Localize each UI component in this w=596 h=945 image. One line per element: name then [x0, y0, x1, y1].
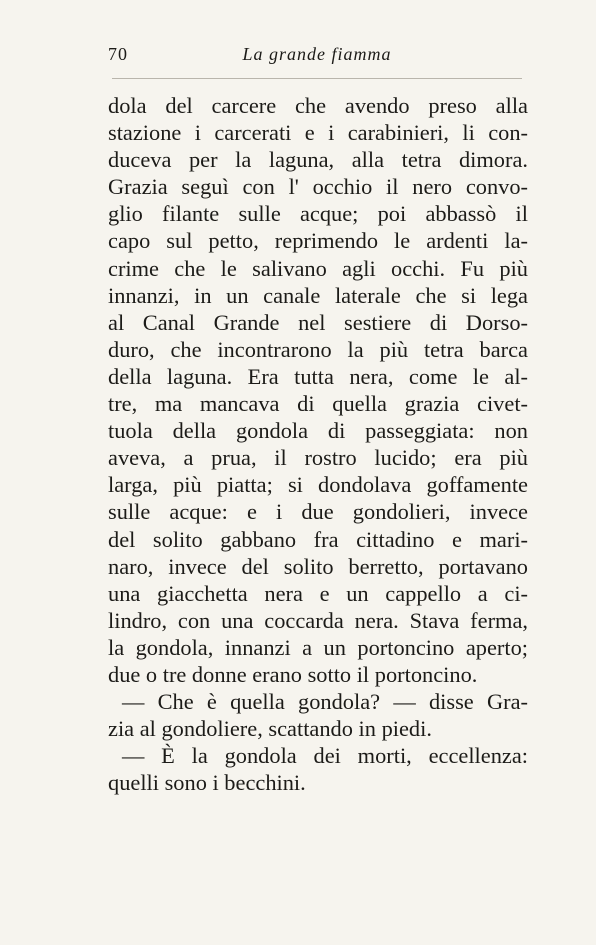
text-line: la gondola, innanzi a un portoncino aperto;	[108, 634, 528, 660]
text-line: sulle acque: e i due gondolieri, invece	[108, 499, 528, 525]
text-line: del solito gabbano fra cittadino e mari-	[108, 526, 528, 552]
text-line: glio filante sulle acque; poi abbassò il	[108, 201, 528, 227]
text-line: innanzi, in un canale laterale che si lega	[108, 282, 528, 308]
text-line: duceva per la laguna, alla tetra dimora.	[108, 147, 528, 173]
text-line: tuola della gondola di passeggiata: non	[108, 418, 528, 444]
text-line: tre, ma mancava di quella grazia civet-	[108, 391, 528, 417]
page-number: 70	[108, 44, 128, 64]
text-line: duro, che incontrarono la più tetra barca	[108, 336, 528, 362]
running-title: La grande fiamma	[242, 44, 392, 64]
dialogue-line: — Che è quella gondola? — disse Gra-	[122, 689, 528, 715]
header-rule	[112, 78, 522, 79]
text-line: aveva, a prua, il rostro lucido; era più	[108, 445, 528, 471]
body-text	[108, 92, 528, 796]
running-head	[108, 44, 526, 70]
text-line: crime che le salivano agli occhi. Fu più	[108, 255, 528, 281]
text-line: due o tre donne erano sotto il portoncino.	[108, 661, 478, 687]
dialogue-line: zia al gondoliere, scattando in piedi.	[108, 716, 432, 742]
text-line: una giacchetta nera e un cappello a ci-	[108, 580, 528, 606]
text-line: al Canal Grande nel sestiere di Dorso-	[108, 309, 528, 335]
text-line: naro, invece del solito berretto, portavano	[108, 553, 528, 579]
text-line: larga, più piatta; si dondolava goffamente	[108, 472, 528, 498]
text-line: capo sul petto, reprimendo le ardenti la-	[108, 228, 528, 254]
text-line: stazione i carcerati e i carabinieri, li con-	[108, 120, 528, 146]
text-line: Grazia seguì con l' occhio il nero convo-	[108, 174, 528, 200]
text-line: dola del carcere che avendo preso alla	[108, 93, 528, 118]
dialogue-line: quelli sono i becchini.	[108, 770, 306, 796]
dialogue-line: — È la gondola dei morti, eccellenza:	[122, 743, 528, 769]
text-line: della laguna. Era tutta nera, come le al-	[108, 363, 528, 389]
text-line: lindro, con una coccarda nera. Stava ferma,	[108, 607, 528, 633]
